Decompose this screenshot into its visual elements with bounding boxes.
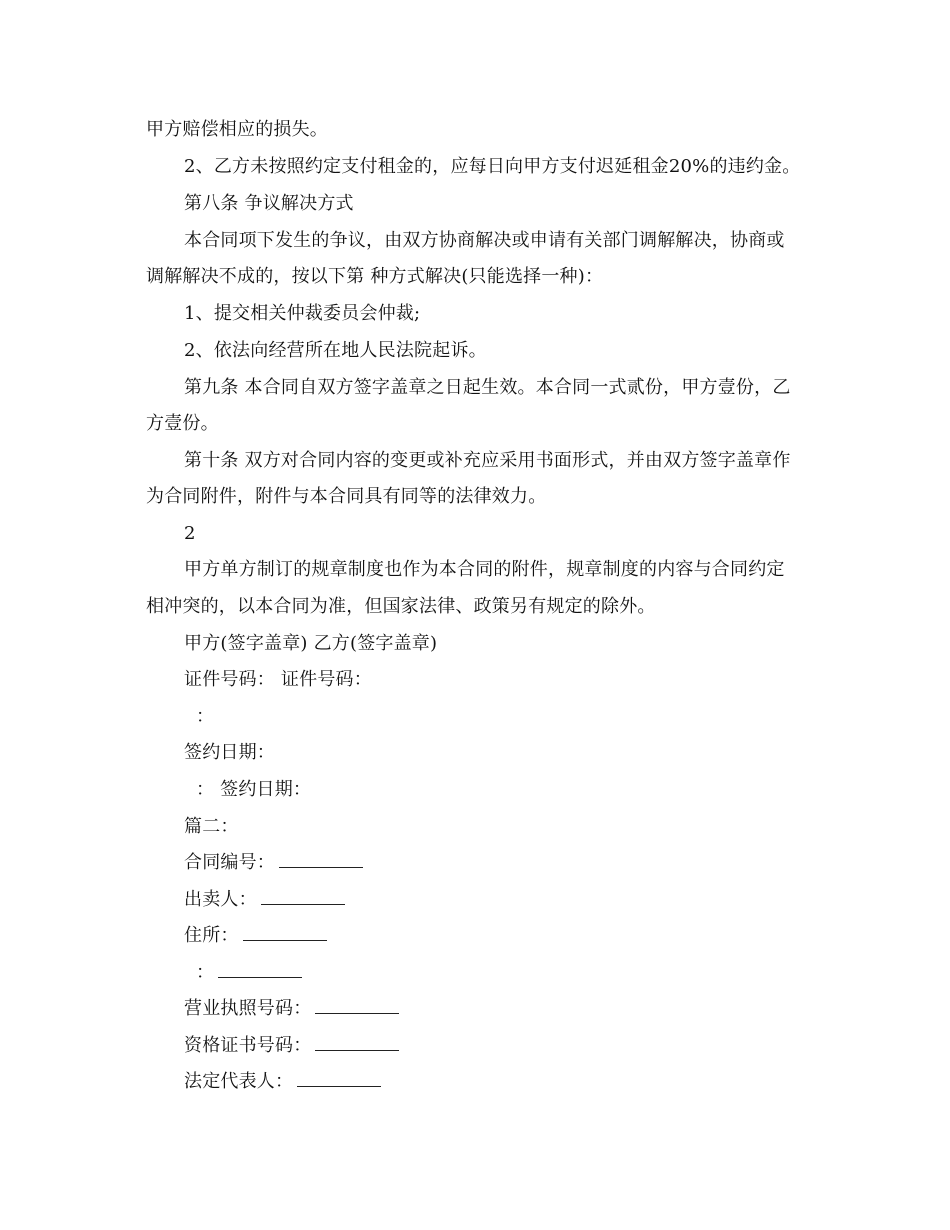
field-label: ：: [196, 962, 215, 983]
text-line: 调解解决不成的，按以下第 种方式解决(只能选择一种)：: [146, 266, 604, 287]
text-line: 甲方赔偿相应的损失。: [146, 119, 328, 140]
sign-date-line: ： 签约日期：: [196, 779, 312, 800]
text-line: 第九条 本合同自双方签字盖章之日起生效。本合同一式贰份，甲方壹份，乙: [184, 377, 791, 398]
blank-field: [243, 924, 327, 941]
field-label: 出卖人：: [184, 889, 257, 910]
page-number: 2: [184, 523, 196, 544]
form-field-contract-number: [184, 851, 363, 875]
field-label: 合同编号：: [184, 852, 275, 873]
blank-field: [315, 997, 399, 1014]
form-field-unlabeled: [196, 961, 302, 985]
text-line: 2、乙方未按照约定支付租金的，应每日向甲方支付迟延租金20%的违约金。: [184, 156, 801, 177]
text-line: 甲方单方制订的规章制度也作为本合同的附件，规章制度的内容与合同约定: [184, 559, 785, 580]
text-line: 相冲突的，以本合同为准，但国家法律、政策另有规定的除外。: [146, 596, 656, 617]
text-line: 方壹份。: [146, 413, 219, 434]
form-field-qualification-cert: [184, 1034, 399, 1058]
text-line: 2、依法向经营所在地人民法院起诉。: [184, 340, 487, 361]
form-field-legal-representative: [184, 1070, 381, 1094]
form-field-address: [184, 924, 327, 948]
form-field-business-license: [184, 997, 399, 1021]
signature-line: 甲方(签字盖章) 乙方(签字盖章): [184, 633, 438, 654]
text-line: 第十条 双方对合同内容的变更或补充应采用书面形式，并由双方签字盖章作: [184, 450, 791, 471]
field-label: 资格证书号码：: [184, 1035, 312, 1056]
field-label: 营业执照号码：: [184, 998, 312, 1019]
blank-field: [261, 888, 345, 905]
text-line: ：: [196, 706, 215, 727]
blank-field: [315, 1034, 399, 1051]
text-line: 本合同项下发生的争议，由双方协商解决或申请有关部门调解解决，协商或: [184, 230, 785, 251]
article-heading: 第八条 争议解决方式: [184, 193, 354, 214]
form-field-seller: [184, 888, 345, 912]
id-number-line: 证件号码： 证件号码：: [184, 669, 372, 690]
blank-field: [279, 851, 363, 868]
blank-field: [297, 1070, 381, 1087]
field-label: 法定代表人：: [184, 1071, 294, 1092]
sign-date-line: 签约日期：: [184, 742, 275, 763]
section-heading: 篇二：: [184, 816, 239, 837]
field-label: 住所：: [184, 925, 239, 946]
text-line: 1、提交相关仲裁委员会仲裁;: [184, 303, 421, 324]
blank-field: [218, 961, 302, 978]
text-line: 为合同附件，附件与本合同具有同等的法律效力。: [146, 486, 547, 507]
